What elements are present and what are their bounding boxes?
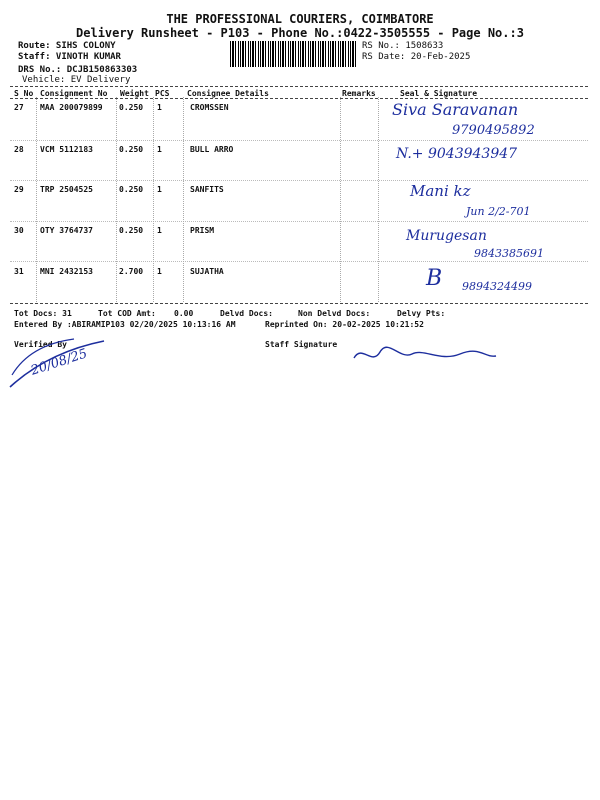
row-sno: 27 bbox=[14, 103, 24, 112]
row-divider bbox=[10, 180, 588, 181]
barcode bbox=[230, 41, 356, 67]
row-sno: 31 bbox=[14, 267, 24, 276]
handwritten-note: Jun 2/2-701 bbox=[466, 205, 531, 218]
row-sno: 29 bbox=[14, 185, 24, 194]
tot-cod-label: Tot COD Amt: bbox=[98, 309, 156, 318]
row-pcs: 1 bbox=[157, 185, 162, 194]
staff-signature-label: Staff Signature bbox=[265, 340, 338, 349]
row-consignment: OTY 3764737 bbox=[40, 226, 93, 235]
table-header-rule bbox=[10, 98, 588, 99]
row-consignee: PRISM bbox=[190, 226, 215, 235]
handwritten-signature: Mani kz bbox=[410, 182, 471, 200]
table-top-rule bbox=[10, 86, 588, 87]
row-consignee: SANFITS bbox=[190, 185, 224, 194]
rs-date: RS Date: 20-Feb-2025 bbox=[362, 52, 471, 62]
column-header-consignment: Consignment No bbox=[40, 89, 108, 98]
drs-number: DRS No.: DCJB150863303 bbox=[18, 65, 138, 75]
row-consignment: TRP 2504525 bbox=[40, 185, 93, 194]
handwritten-date: 20/08/25 bbox=[29, 346, 90, 379]
column-header-remarks: Remarks bbox=[342, 89, 376, 98]
row-divider bbox=[10, 221, 588, 222]
column-divider bbox=[340, 97, 341, 302]
handwritten-phone: 9790495892 bbox=[452, 123, 535, 138]
non-delvd-docs: Non Delvd Docs: bbox=[298, 309, 371, 318]
delvy-pts: Delvy Pts: bbox=[397, 309, 446, 318]
reprinted-on: Reprinted On: 20-02-2025 10:21:52 bbox=[265, 320, 424, 329]
row-consignment: MAA 200079899 bbox=[40, 103, 103, 112]
delvd-docs: Delvd Docs: bbox=[220, 309, 273, 318]
row-divider bbox=[10, 140, 588, 141]
column-divider bbox=[183, 97, 184, 302]
entered-by: Entered By :ABIRAMIP103 02/20/2025 10:13:16 AM bbox=[14, 320, 236, 329]
column-divider bbox=[116, 97, 117, 302]
vehicle-label: Vehicle: EV Delivery bbox=[22, 75, 131, 85]
column-header-pcs: PCS bbox=[155, 89, 170, 98]
column-header-sno: S No bbox=[14, 89, 34, 98]
row-weight: 0.250 bbox=[119, 226, 144, 235]
handwritten-phone: 9894324499 bbox=[462, 280, 532, 293]
row-sno: 30 bbox=[14, 226, 24, 235]
column-divider bbox=[378, 97, 379, 302]
row-consignee: BULL ARRO bbox=[190, 145, 234, 154]
row-pcs: 1 bbox=[157, 145, 162, 154]
row-consignment: MNI 2432153 bbox=[40, 267, 93, 276]
row-consignee: CROMSSEN bbox=[190, 103, 229, 112]
column-header-consignee: Consignee Details bbox=[187, 89, 269, 98]
row-sno: 28 bbox=[14, 145, 24, 154]
row-pcs: 1 bbox=[157, 267, 162, 276]
tot-cod-value: 0.00 bbox=[174, 309, 194, 318]
handwritten-signature: Murugesan bbox=[406, 228, 487, 244]
row-consignment: VCM 5112183 bbox=[40, 145, 93, 154]
column-divider bbox=[36, 97, 37, 302]
verified-by-label: Verified By bbox=[14, 340, 67, 349]
rs-number: RS No.: 1508633 bbox=[362, 41, 444, 51]
handwritten-signature: Siva Saravanan bbox=[392, 100, 519, 119]
column-divider bbox=[153, 97, 154, 302]
row-pcs: 1 bbox=[157, 226, 162, 235]
staff-label: Staff: VINOTH KUMAR bbox=[18, 52, 121, 62]
row-weight: 2.700 bbox=[119, 267, 144, 276]
row-weight: 0.250 bbox=[119, 103, 144, 112]
row-pcs: 1 bbox=[157, 103, 162, 112]
row-consignee: SUJATHA bbox=[190, 267, 224, 276]
row-weight: 0.250 bbox=[119, 185, 144, 194]
handwritten-phone: 9843385691 bbox=[474, 247, 544, 260]
column-header-weight: Weight bbox=[120, 89, 149, 98]
handwritten-phone: N.+ 9043943947 bbox=[396, 146, 518, 162]
document-title: THE PROFESSIONAL COURIERS, COIMBATORE bbox=[166, 12, 434, 26]
row-weight: 0.250 bbox=[119, 145, 144, 154]
tot-docs: Tot Docs: 31 bbox=[14, 309, 72, 318]
row-divider bbox=[10, 261, 588, 262]
column-header-signature: Seal & Signature bbox=[400, 89, 478, 98]
table-bottom-rule bbox=[10, 303, 588, 304]
staff-signature-scribble bbox=[350, 340, 500, 370]
document-subtitle: Delivery Runsheet - P103 - Phone No.:0422-3505555 - Page No.:3 bbox=[76, 26, 524, 40]
route-label: Route: SIHS COLONY bbox=[18, 41, 116, 51]
handwritten-initial: B bbox=[426, 266, 443, 291]
